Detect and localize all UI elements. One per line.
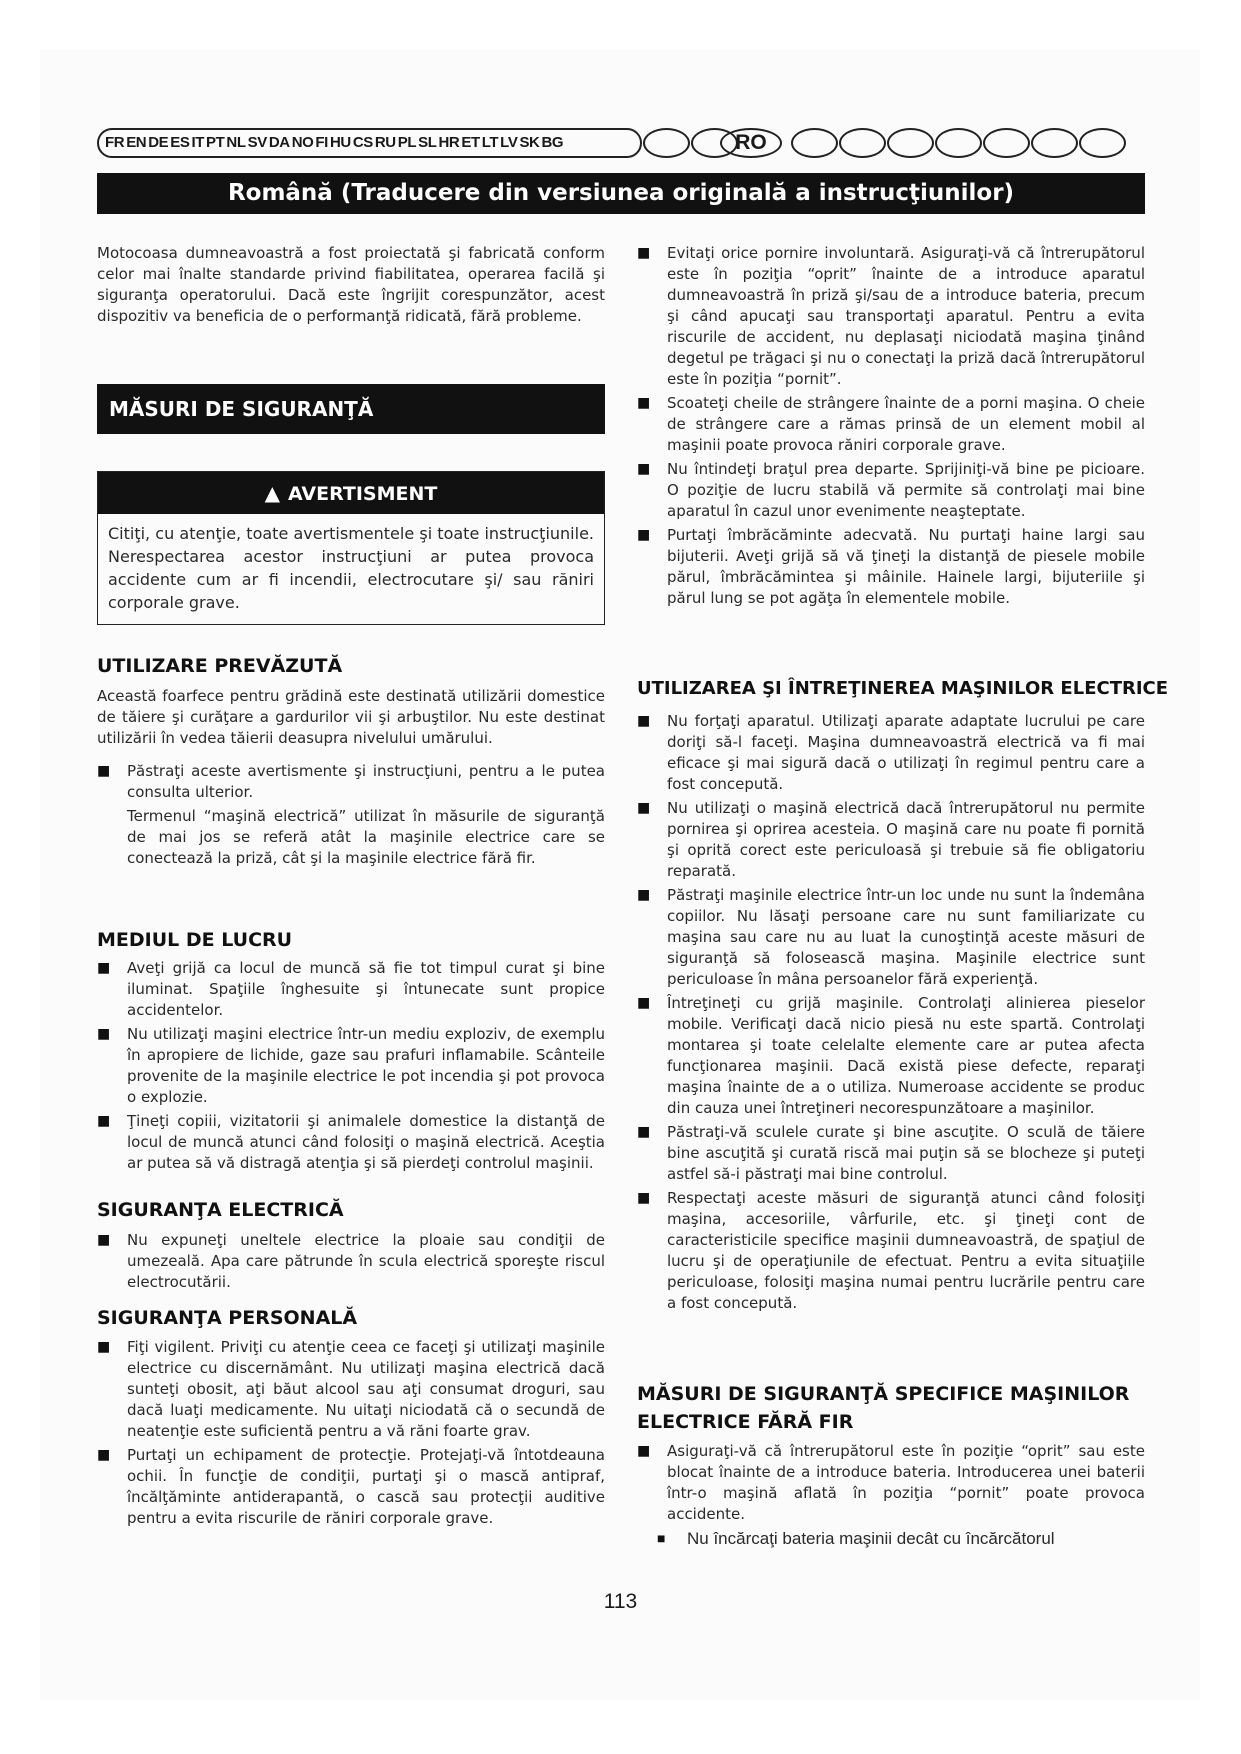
language-codes[interactable] [97, 128, 642, 158]
lang-tab-empty[interactable] [935, 128, 982, 158]
work-area-section [97, 958, 605, 1177]
list-item: ■ Nu încărcaţi bateria maşinii decât cu încărcătorul [657, 1528, 1145, 1549]
cordless-heading-line1: MĂSURI DE SIGURANŢĂ SPECIFICE MAŞINILOR [637, 1383, 1130, 1405]
work-area-list [97, 958, 605, 1174]
personal-safety-list-continued [637, 243, 1145, 609]
lang-tab[interactable]: FR [105, 134, 125, 151]
use-care-list [637, 711, 1145, 1314]
cordless-heading [637, 1380, 1129, 1436]
lang-tab[interactable]: LT [481, 134, 499, 151]
intended-use-section [97, 686, 605, 872]
lang-tab[interactable]: NL [226, 134, 246, 151]
intended-use-heading: UTILIZARE PREVĂZUTĂ [97, 655, 343, 677]
list-item: ■ Ţineţi copiii, vizitatorii şi animalele domestice la distanţă de locul de muncă atunci când folosiţi o maşină electrică. Aceştia ar putea să vă distragă atenţia şi să pierdeţi controlul maşinii. [97, 1111, 605, 1174]
lang-tab[interactable]: PT [206, 134, 225, 151]
personal-safety-list [97, 1337, 605, 1529]
use-care-section [637, 711, 1145, 1317]
lang-tab[interactable]: EN [126, 134, 147, 151]
list-item: ■ Întreţineţi cu grijă maşinile. Controlaţi alinierea pieselor mobile. Verificaţi dacă nicio piesă nu este spartă. Controlaţi montarea şi toate celelalte elemente care ar putea afecta funcţionarea maşinii. Dacă există piese defecte, reparaţi maşina înainte de a o utiliza. Numeroase accidente se produc din cauza unei întreţineri necorespunzătoare a maşinilor. [637, 993, 1145, 1119]
cordless-list [637, 1441, 1145, 1549]
lang-tab[interactable]: RU [374, 134, 396, 151]
page-title: Română (Traducere din versiunea originală a instrucţiunilor) [97, 173, 1145, 214]
lang-tab[interactable]: SK [519, 134, 540, 151]
electrical-safety-list [97, 1230, 605, 1293]
lang-tab-active[interactable]: RO [720, 128, 782, 158]
list-item: ■ Fiţi vigilent. Priviţi cu atenţie ceea ce faceţi şi utilizaţi maşinile electrice cu discernământ. Nu utilizaţi maşina electrică dacă sunteţi obosit, aţi băut alcool sau aţi consumat droguri, sau dacă luaţi medicamente. Nu uitaţi niciodată că o secundă de neatenţie este suficientă pentru a vă răni foarte grav. [97, 1337, 605, 1442]
list-item: ■ Păstraţi-vă sculele curate şi bine ascuţite. O sculă de tăiere bine ascuţită şi curată riscă mai puţin să se blocheze şi puteţi astfel să-i păstraţi mai bine controlul. [637, 1122, 1145, 1185]
list-item [97, 761, 605, 869]
lang-tab[interactable]: CS [352, 134, 373, 151]
list-item: ■ Purtaţi un echipament de protecţie. Protejaţi-vă întotdeauna ochii. În funcţie de condiţii, purtaţi şi o mască antipraf, încălţăminte antiderapantă, o cască sau protecţii auditive pentru a evita riscurile de răniri corporale grave. [97, 1445, 605, 1529]
list-item-text: Păstraţi aceste avertismente şi instrucţiuni, pentru a le putea consulta ulterior. [127, 762, 605, 801]
lang-tab[interactable]: NO [291, 134, 314, 151]
safety-heading: MĂSURI DE SIGURANŢĂ [97, 384, 605, 434]
list-item: ■ Asiguraţi-vă că întrerupătorul este în poziţie “oprit” sau este blocat înainte de a introduce bateria. Introducerea unei baterii într-o maşină aflată în poziţia “pornit” poate provoca accidente. [637, 1441, 1145, 1525]
personal-safety-heading: SIGURANŢA PERSONALĂ [97, 1307, 358, 1329]
lang-tab-empty[interactable] [1031, 128, 1078, 158]
lang-tab[interactable]: DA [268, 134, 290, 151]
list-item: ■ Respectaţi aceste măsuri de siguranţă atunci când folosiţi maşina, accesoriile, vârfurile, etc. şi ţineţi cont de caracteristicile specifice maşinii dumneavoastră, de spaţiul de lucru şi de operaţiunile de efectuat. Pentru a evita situaţiile periculoase, folosiţi maşina numai pentru lucrările pentru care a fost concepută. [637, 1188, 1145, 1314]
lang-tab[interactable]: HR [438, 134, 460, 151]
warning-title: AVERTISMENT [288, 483, 438, 505]
lang-tab[interactable]: DE [148, 134, 169, 151]
lang-tab-empty[interactable] [1079, 128, 1126, 158]
warning-header [98, 472, 604, 514]
personal-safety-continued [637, 243, 1145, 612]
list-item: ■ Păstraţi maşinile electrice într-un loc unde nu sunt la îndemâna copiilor. Nu lăsaţi persoane care nu sunt familiarizate cu maşina sau care nu au luat la cunoştinţă aceste măsuri de siguranţă să folosească maşina. Maşinile electrice sunt periculoase în mâna persoanelor fără experienţă. [637, 885, 1145, 990]
lang-tab[interactable]: SL [418, 134, 437, 151]
page-number: 113 [603, 1590, 638, 1613]
warning-box [97, 471, 605, 625]
electrical-safety-heading: SIGURANŢA ELECTRICĂ [97, 1199, 344, 1221]
lang-tab-empty[interactable] [643, 128, 690, 158]
list-item: ■ Aveţi grijă ca locul de muncă să fie tot timpul curat şi bine iluminat. Spaţiile înghesuite şi întunecate sunt propice accidentelor. [97, 958, 605, 1021]
lang-tab-empty[interactable] [791, 128, 838, 158]
lang-tab[interactable]: PL [397, 134, 417, 151]
list-item: ■ Scoateţi cheile de strângere înainte de a porni maşina. O cheie de strângere care a rămas prinsă de un element mobil al maşinii poate provoca răniri corporale grave. [637, 393, 1145, 456]
lang-tab[interactable]: FI [315, 134, 328, 151]
list-item: ■ Nu expuneţi uneltele electrice la ploaie sau condiţii de umezeală. Apa care pătrunde în scula electrică sporeşte riscul electrocutării. [97, 1230, 605, 1293]
lang-tab-empty[interactable] [983, 128, 1030, 158]
lang-tab[interactable]: ES [170, 134, 190, 151]
intended-use-list [97, 761, 605, 869]
list-item: ■ Nu forţaţi aparatul. Utilizaţi aparate adaptate lucrului pe care doriţi să-l faceţi. Maşina dumneavoastră electrică va fi mai eficace şi mai sigură dacă o utilizaţi în regimul pentru care a fost concepută. [637, 711, 1145, 795]
language-tabs [97, 128, 1147, 158]
lang-tab[interactable]: BG [541, 134, 564, 151]
use-care-heading: UTILIZAREA ŞI ÎNTREŢINEREA MAŞINILOR ELECTRICE [637, 678, 1169, 699]
warning-triangle-icon: ▲ [264, 481, 281, 505]
lang-tab[interactable]: ET [461, 134, 480, 151]
lang-tab-empty[interactable] [839, 128, 886, 158]
warning-text: Citiţi, cu atenţie, toate avertismentele şi toate instrucţiunile. Nerespectarea acestor instrucţiuni ar putea provoca accidente cum ar fi incendii, electrocutare şi/ sau răniri corporale grave. [108, 524, 594, 612]
lang-tab[interactable]: LV [500, 134, 518, 151]
lang-tab[interactable]: HU [329, 134, 351, 151]
intro-text: Motocoasa dumneavoastră a fost proiectată şi fabricată conform celor mai înalte standarde privind fiabilitatea, operarea facilă şi siguranţa operatorului. Dacă este îngrijit corespunzător, acest dispozitiv va beneficia de o performanţă ridicată, fără probleme. [97, 244, 605, 325]
list-item: ■ Evitaţi orice pornire involuntară. Asiguraţi-vă că întrerupătorul este în poziţia “oprit” înainte de a introduce aparatul dumneavoastră în priză şi/sau de a introduce bateria, precum şi când apucaţi sau transportaţi aparatul. Pentru a evita riscurile de accident, nu deplasaţi niciodată maşina ţinând degetul pe trăgaci şi nu o conectaţi la priză dacă întrerupătorul este în poziţia “pornit”. [637, 243, 1145, 390]
cordless-section [637, 1441, 1145, 1552]
electrical-safety-section [97, 1230, 605, 1296]
personal-safety-section [97, 1337, 605, 1532]
list-item: ■ Nu utilizaţi o maşină electrică dacă întrerupătorul nu permite pornirea şi oprirea acesteia. O maşină care nu poate fi pornită şi oprită corect este periculoasă şi trebuie să fie obligatoriu reparată. [637, 798, 1145, 882]
list-item: ■ Nu utilizaţi maşini electrice într-un mediu exploziv, de exemplu în apropiere de lichide, gaze sau prafuri inflamabile. Scânteile provenite de la maşinile electrice le pot incendia şi pot provoca o explozie. [97, 1024, 605, 1108]
lang-tab[interactable]: SV [247, 134, 267, 151]
list-item: ■ Nu întindeţi braţul prea departe. Sprijiniţi-vă bine pe picioare. O poziţie de lucru stabilă vă permite să controlaţi mai bine aparatul în cazul unor evenimente neaşteptate. [637, 459, 1145, 522]
intended-use-text: Această foarfece pentru grădină este destinată utilizării domestice de tăiere şi curăţare a gardurilor vii şi arbuştilor. Nu este destinat utilizării în vedea tăierii deasupra nivelului umărului. [97, 687, 605, 747]
intro-paragraph [97, 243, 605, 327]
definition-note: Termenul “maşină electrică” utilizat în măsurile de siguranţă de mai jos se referă atât la maşinile electrice care se conectează la priză, cât şi la maşinile electrice fără fir. [127, 807, 605, 867]
cordless-heading-line2: ELECTRICE FĂRĂ FIR [637, 1411, 854, 1433]
list-item: ■ Purtaţi îmbrăcăminte adecvată. Nu purtaţi haine largi sau bijuterii. Aveţi grijă să vă ţineţi la distanţă de piesele mobile părul, îmbrăcămintea şi mâinile. Hainele largi, bijuteriile şi părul lung se pot agăţa în elementele mobile. [637, 525, 1145, 609]
work-area-heading: MEDIUL DE LUCRU [97, 929, 293, 951]
lang-tab[interactable]: IT [191, 134, 205, 151]
lang-tab-empty[interactable] [887, 128, 934, 158]
